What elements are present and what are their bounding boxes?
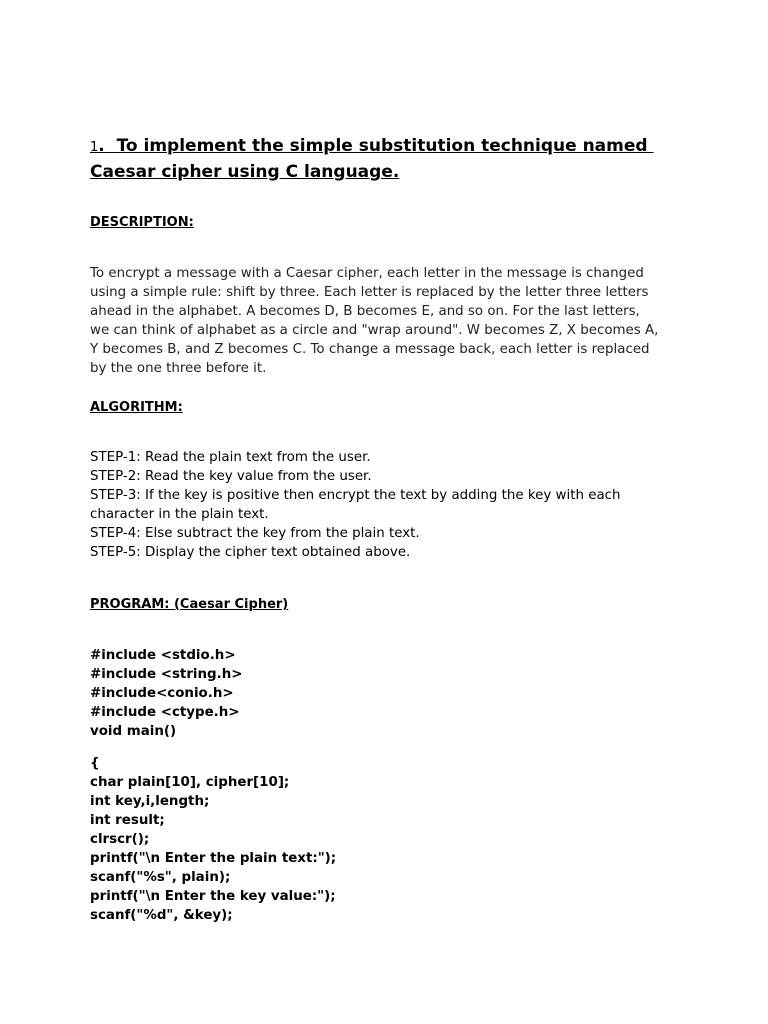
title-number: 1 <box>90 140 99 155</box>
description-line: using a simple rule: shift by three. Each letter is replaced by the letter three letters <box>90 285 649 300</box>
code-line: { <box>90 756 100 771</box>
code-line: char plain[10], cipher[10]; <box>90 775 290 790</box>
description-line: ahead in the alphabet. A becomes D, B becomes E, and so on. For the last letters, <box>90 304 640 319</box>
program-heading: PROGRAM: (Caesar Cipher) <box>90 597 289 612</box>
code-line: void main() <box>90 724 177 739</box>
code-includes <box>90 646 242 741</box>
description-heading: DESCRIPTION: <box>90 215 194 230</box>
description-line: by the one three before it. <box>90 361 267 376</box>
code-line: int result; <box>90 813 165 828</box>
title-line-2: Caesar cipher using C language. <box>90 162 400 182</box>
code-line: scanf("%d", &key); <box>90 908 233 923</box>
algorithm-steps <box>90 448 690 562</box>
algorithm-step: STEP-5: Display the cipher text obtained above. <box>90 545 411 560</box>
document-title <box>90 134 700 184</box>
algorithm-step: STEP-2: Read the key value from the user. <box>90 469 372 484</box>
code-line: #include<conio.h> <box>90 686 234 701</box>
algorithm-step: STEP-4: Else subtract the key from the plain text. <box>90 526 420 541</box>
code-line: int key,i,length; <box>90 794 210 809</box>
code-body <box>90 754 336 925</box>
algorithm-heading: ALGORITHM: <box>90 400 183 415</box>
title-line-1: . To implement the simple substitution technique named <box>98 136 654 156</box>
code-line: printf("\n Enter the key value:"); <box>90 889 336 904</box>
code-line: clrscr(); <box>90 832 150 847</box>
code-line: #include <string.h> <box>90 667 243 682</box>
code-line: #include <ctype.h> <box>90 705 240 720</box>
description-line: To encrypt a message with a Caesar cipher, each letter in the message is changed <box>90 266 644 281</box>
code-line: printf("\n Enter the plain text:"); <box>90 851 337 866</box>
description-line: Y becomes B, and Z becomes C. To change a message back, each letter is replaced <box>90 342 650 357</box>
code-line: #include <stdio.h> <box>90 648 236 663</box>
code-line: scanf("%s", plain); <box>90 870 231 885</box>
description-line: we can think of alphabet as a circle and "wrap around". W becomes Z, X becomes A, <box>90 323 659 338</box>
algorithm-step: character in the plain text. <box>90 507 269 522</box>
description-paragraph <box>90 264 690 378</box>
algorithm-step: STEP-1: Read the plain text from the user. <box>90 450 371 465</box>
algorithm-step: STEP-3: If the key is positive then encrypt the text by adding the key with each <box>90 488 621 503</box>
